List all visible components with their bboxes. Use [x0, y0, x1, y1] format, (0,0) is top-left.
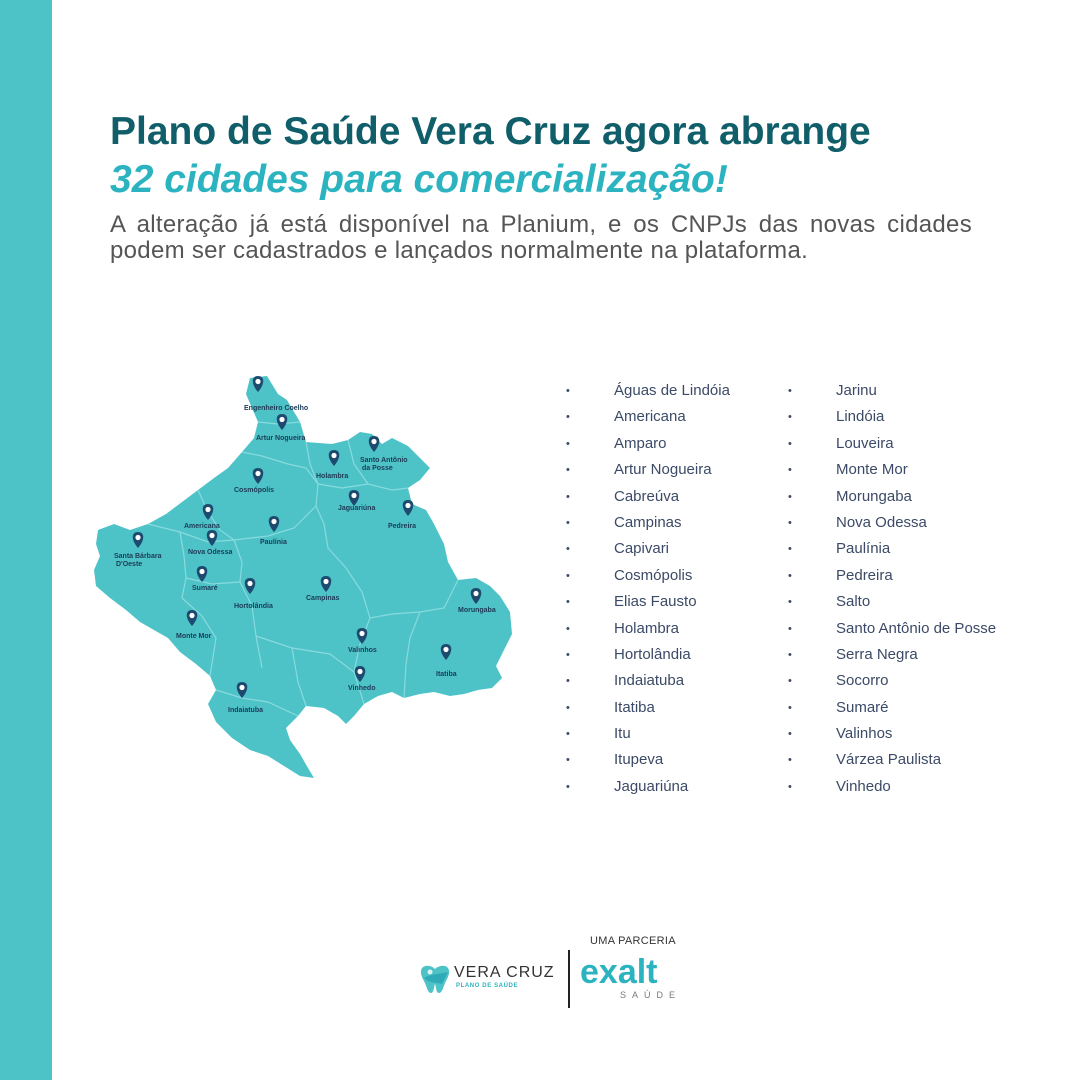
- bullet: •: [788, 516, 792, 529]
- tooth-icon: [418, 962, 452, 996]
- bullet: •: [566, 543, 570, 556]
- map-label: Artur Nogueira: [256, 435, 306, 442]
- map-label: Morungaba: [458, 607, 496, 614]
- bullet: •: [788, 490, 792, 503]
- bullet: •: [566, 464, 570, 477]
- vera-cruz-name: VERA CRUZ: [454, 964, 555, 981]
- bullet: •: [788, 780, 792, 793]
- bullet: •: [566, 490, 570, 503]
- bullet: •: [788, 569, 792, 582]
- bullet: •: [788, 464, 792, 477]
- bullet: •: [788, 728, 792, 741]
- logo-divider: [568, 950, 570, 1008]
- page-title: [110, 108, 1010, 204]
- bullet: •: [788, 648, 792, 661]
- bullet: •: [566, 569, 570, 582]
- bullet: •: [566, 411, 570, 424]
- exalt-logo: [580, 952, 690, 1002]
- map-label: Campinas: [306, 595, 340, 602]
- vera-cruz-logo: [418, 960, 558, 1000]
- map-label: Santa Bárbara: [114, 553, 162, 560]
- map-label: Nova Odessa: [188, 549, 233, 556]
- bullet: •: [788, 675, 792, 688]
- title-line-2: 32 cidades para comercialização!: [110, 158, 728, 201]
- map-label: da Posse: [362, 465, 393, 472]
- bullet: •: [566, 754, 570, 767]
- map-label: Vinhedo: [348, 685, 376, 692]
- bullet: •: [788, 411, 792, 424]
- exalt-tagline: SAÚDE: [620, 990, 682, 1000]
- map-label: Pedreira: [388, 523, 417, 530]
- map-label: Jaguariúna: [338, 505, 376, 512]
- title-line-1: Plano de Saúde Vera Cruz agora abrange: [110, 110, 871, 153]
- bullet: •: [566, 728, 570, 741]
- bullet: •: [788, 596, 792, 609]
- vera-cruz-tagline: PLANO DE SAÚDE: [456, 983, 519, 989]
- left-accent-bar: [0, 0, 52, 1080]
- bullet: •: [566, 622, 570, 635]
- bullet: •: [566, 648, 570, 661]
- bullet: •: [566, 437, 570, 450]
- partnership-label: UMA PARCERIA: [590, 935, 676, 947]
- exalt-name: exalt: [580, 953, 658, 991]
- map-label: Itatiba: [436, 671, 457, 678]
- map-label: D'Oeste: [116, 561, 143, 568]
- region-map: [92, 372, 517, 782]
- map-label: Indaiatuba: [228, 707, 264, 714]
- bullet: •: [566, 516, 570, 529]
- bullet: •: [566, 385, 570, 397]
- bullet: •: [566, 675, 570, 688]
- map-label: Paulínia: [260, 539, 287, 546]
- map-label: Americana: [184, 523, 220, 530]
- bullet: •: [788, 754, 792, 767]
- bullet: •: [788, 385, 792, 397]
- map-label: Holambra: [316, 473, 349, 480]
- map-label: Cosmópolis: [234, 487, 275, 494]
- bullet: •: [788, 622, 792, 635]
- map-label: Hortolândia: [234, 603, 273, 610]
- map-label: Engenheiro Coelho: [244, 405, 309, 412]
- bullet: •: [566, 780, 570, 793]
- map-label: Monte Mor: [176, 633, 212, 640]
- bullet: •: [788, 437, 792, 450]
- map-label: Valinhos: [348, 647, 377, 654]
- map-label: Sumaré: [192, 585, 218, 592]
- bullet: •: [566, 596, 570, 609]
- bullet: •: [788, 543, 792, 556]
- bullet: •: [566, 701, 570, 714]
- bullet: •: [788, 701, 792, 714]
- map-label: Santo Antônio: [360, 457, 408, 464]
- intro-paragraph: A alteração já está disponível na Planium, e os CNPJs das novas cidades podem ser cadastrados e lançados normalmente na plataforma.: [110, 211, 972, 264]
